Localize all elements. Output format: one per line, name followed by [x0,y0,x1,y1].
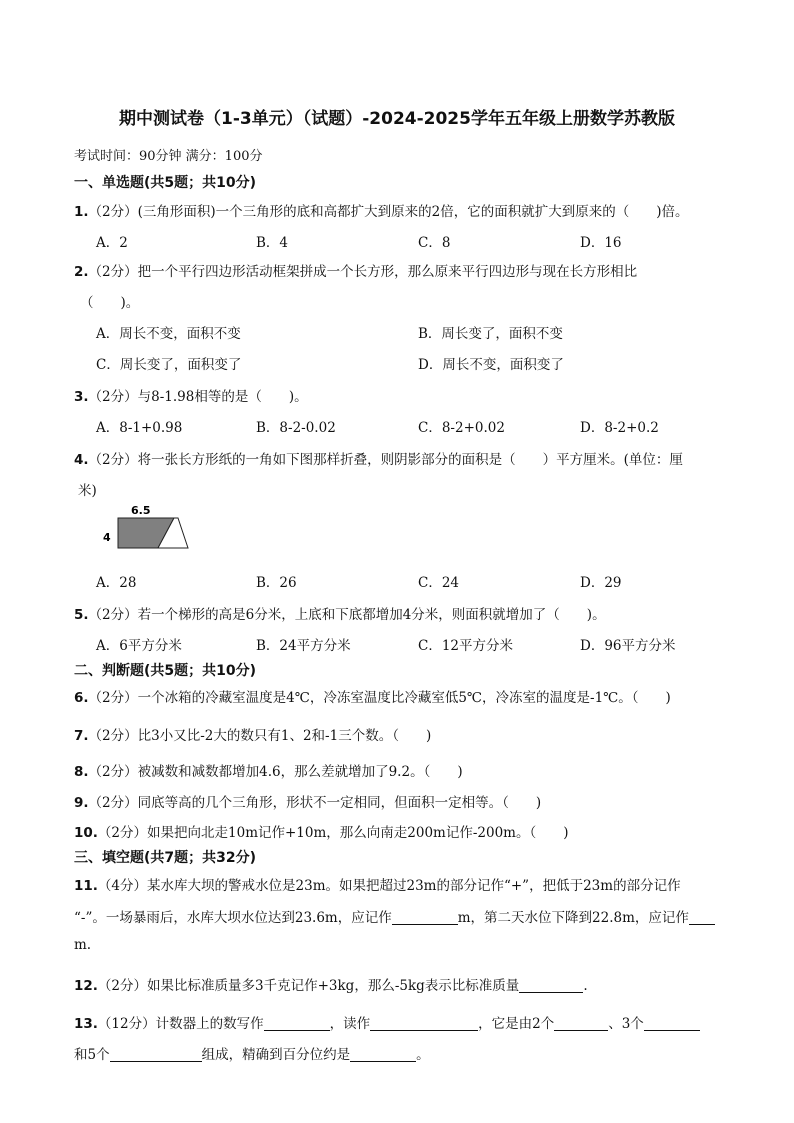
question-number: 9. [74,795,89,811]
question-text: 比3小又比-2大的数只有1、2和-1三个数。（ ) [137,728,432,744]
question-text: . [583,978,588,994]
option-b[interactable]: B．8-2-0.02 [256,420,336,436]
question-text: 计数器上的数写作 [155,1016,264,1032]
question-number: 11. [74,878,98,894]
answer-blank-5[interactable] [110,1048,202,1063]
question-12 [74,974,588,994]
option-c[interactable]: C．12平方分米 [418,638,514,654]
question-text: 把一个平行四边形活动框架拼成一个长方形，那么原来平行四边形与现在长方形相比 [137,264,638,280]
question-score: （2分） [88,452,138,468]
question-text: ，它是由2个 [478,1016,555,1032]
question-text: m，第二天水位下降到22.8m，应记作 [457,910,689,926]
option-c[interactable]: C．8-2+0.02 [418,420,505,436]
answer-blank-4[interactable] [644,1017,700,1032]
answer-blank-1[interactable] [392,911,458,926]
question-score: （2分） [88,764,138,780]
section-single-choice: 一、单选题(共5题；共10分) [74,175,257,191]
question-2 [74,260,637,280]
question-score: （2分） [88,795,138,811]
question-4 [74,448,683,468]
question-13 [74,1012,700,1032]
question-number: 2. [74,264,89,280]
option-c[interactable]: C．8 [418,235,451,251]
question-number: 4. [74,452,89,468]
option-d[interactable]: D．96平方分米 [580,638,676,654]
option-a[interactable]: A．周长不变，面积不变 [96,326,241,342]
option-a[interactable]: A．6平方分米 [96,638,182,654]
question-text: 如果把向北走10m记作+10m，那么向南走200m记作-200m。（ ) [147,825,569,841]
question-11-line-3: m. [74,937,92,953]
question-number: 10. [74,825,98,841]
question-score: （4分） [97,878,148,894]
option-a[interactable]: A．2 [96,235,128,251]
question-text: 某水库大坝的警戒水位是23m。如果把超过23m的部分记作“+”，把低于23m的部分记作 [147,878,681,894]
side-length-label: 4 [103,531,111,544]
question-text: 若一个梯形的高是6分米，上底和下底都增加4分米，则面积就增加了（ )。 [137,607,606,623]
exam-info: 考试时间：90分钟 满分：100分 [74,149,263,164]
option-b[interactable]: B．4 [256,235,289,251]
option-b[interactable]: B．26 [256,575,297,591]
question-10 [74,821,569,841]
question-5 [74,603,606,623]
question-text: 同底等高的几个三角形，形状不一定相同，但面积一定相等。（ ) [137,795,542,811]
question-score: （2分） [88,264,138,280]
question-4-continued: 米) [78,483,97,499]
option-d[interactable]: D．29 [580,575,622,591]
question-number: 7. [74,728,89,744]
question-8 [74,760,463,780]
question-number: 13. [74,1016,98,1032]
answer-blank-1[interactable] [264,1017,330,1032]
question-6 [74,686,671,706]
question-number: 6. [74,690,89,706]
option-c[interactable]: C．周长变了，面积变了 [96,357,242,373]
question-number: 3. [74,389,89,405]
question-number: 8. [74,764,89,780]
question-score: （2分） [88,607,138,623]
question-number: 12. [74,978,98,994]
question-text: “-”。一场暴雨后，水库大坝水位达到23.6m，应记作 [74,910,392,926]
option-b[interactable]: B．周长变了，面积不变 [418,326,563,342]
option-b[interactable]: B．24平方分米 [256,638,351,654]
folded-paper-figure [98,502,198,556]
option-d[interactable]: D．周长不变，面积变了 [418,357,564,373]
answer-blank-2[interactable] [370,1017,478,1032]
question-text: 将一张长方形纸的一角如下图那样折叠，则阴影部分的面积是（ ）平方厘米。(单位：厘 [137,452,683,468]
question-11 [74,874,681,894]
top-length-label: 6.5 [131,504,151,517]
question-text: ，读作 [329,1016,371,1032]
option-a[interactable]: A．8-1+0.98 [96,420,183,436]
question-text: 和5个 [74,1047,110,1063]
option-c[interactable]: C．24 [418,575,460,591]
question-text: 与8-1.98相等的是（ )。 [137,389,308,405]
option-a[interactable]: A．28 [96,575,137,591]
question-score: （2分） [97,978,148,994]
question-score: （2分） [88,389,138,405]
answer-blank-2[interactable] [689,911,715,926]
question-number: 5. [74,607,89,623]
question-3 [74,385,308,405]
section-true-false: 二、判断题(共5题；共10分) [74,663,257,679]
question-score: （2分） [88,728,138,744]
question-text: 、3个 [608,1016,644,1032]
answer-blank-6[interactable] [350,1048,416,1063]
question-11-line-2 [74,906,715,926]
option-d[interactable]: D．16 [580,235,622,251]
question-text: 一个冰箱的冷藏室温度是4℃，冷冻室温度比冷藏室低5℃，冷冻室的温度是-1℃。（ ) [137,690,671,706]
question-text: 。 [416,1047,430,1063]
question-number: 1. [74,204,89,220]
question-score: （2分） [88,690,138,706]
question-1 [74,200,689,220]
option-d[interactable]: D．8-2+0.2 [580,420,659,436]
page-title: 期中测试卷（1-3单元）（试题）-2024-2025学年五年级上册数学苏教版 [119,109,675,129]
question-text: 如果比标准质量多3千克记作+3kg，那么-5kg表示比标准质量 [147,978,520,994]
question-text: 组成，精确到百分位约是 [201,1047,351,1063]
answer-blank[interactable] [519,979,583,994]
section-fill-blank: 三、填空题(共7题；共32分) [74,850,257,866]
question-score: （2分） [97,825,148,841]
question-text: 被减数和减数都增加4.6，那么差就增加了9.2。（ ) [137,764,463,780]
question-9 [74,791,541,811]
question-text: (三角形面积)一个三角形的底和高都扩大到原来的2倍，它的面积就扩大到原来的（ )倍。 [137,204,689,220]
question-score: （12分） [97,1016,156,1032]
question-13-line-2 [74,1043,430,1063]
question-7 [74,724,431,744]
question-2-continued: （ )。 [80,295,140,311]
answer-blank-3[interactable] [554,1017,608,1032]
question-score: （2分） [88,204,138,220]
